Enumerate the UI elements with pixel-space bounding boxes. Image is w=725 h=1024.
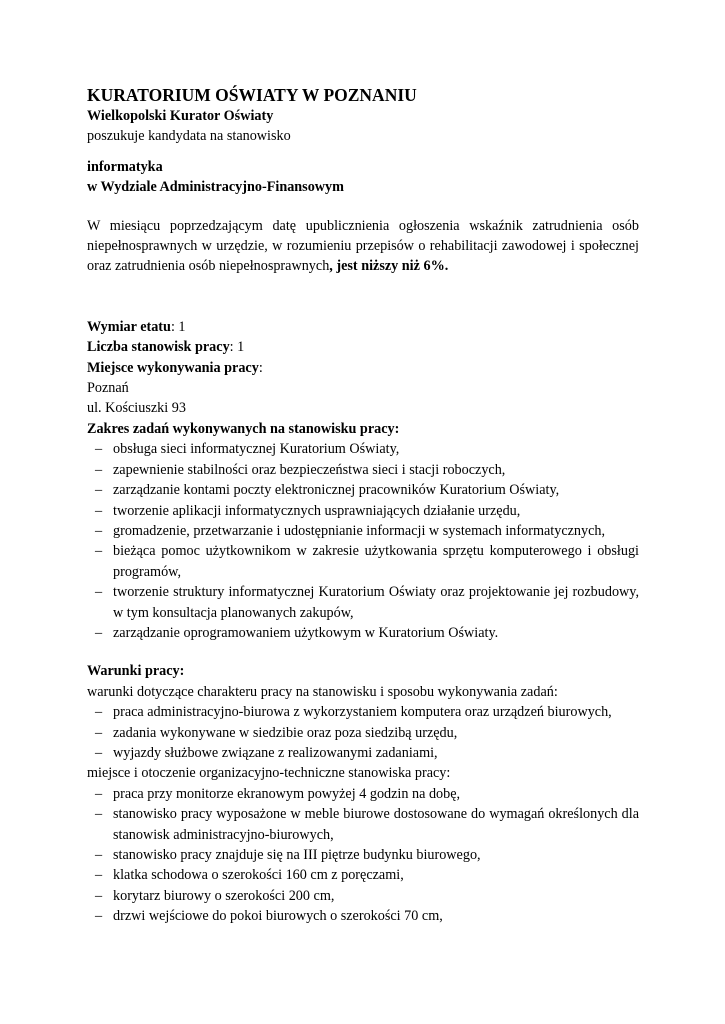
character-intro: warunki dotyczące charakteru pracy na stanowisku i sposobu wykonywania zadań: [87, 683, 558, 700]
list-item: – tworzenie aplikacji informatycznych usprawniających działanie urzędu, [87, 501, 639, 521]
disability-notice-emphasis: , jest niższy niż 6%. [329, 258, 449, 275]
list-item: – tworzenie struktury informatycznej Kuratorium Oświaty oraz projektowanie jej rozbudowy, w tym konsultacja planowanych zakupów, [87, 582, 639, 623]
etat-row [87, 317, 639, 337]
address-city: Poznań [87, 380, 129, 397]
issuer-name: Wielkopolski Kurator Oświaty [87, 108, 274, 124]
position-name: informatyka [87, 158, 163, 175]
list-item: – praca przy monitorze ekranowym powyżej 4 godzin na dobę, [87, 784, 639, 804]
list-item: – wyjazdy służbowe związane z realizowanymi zadaniami, [87, 743, 639, 763]
list-item: – obsługa sieci informatycznej Kuratorium Oświaty, [87, 439, 639, 459]
list-item: – stanowisko pracy znajduje się na III piętrze budynku biurowego, [87, 845, 639, 865]
list-item: – zarządzanie oprogramowaniem użytkowym w Kuratorium Oświaty. [87, 623, 639, 643]
list-item: – zadania wykonywane w siedzibie oraz poza siedzibą urzędu, [87, 723, 639, 743]
environment-list [87, 784, 639, 927]
list-item: – drzwi wejściowe do pokoi biurowych o szerokości 70 cm, [87, 906, 639, 926]
list-item: – korytarz biurowy o szerokości 200 cm, [87, 886, 639, 906]
list-item: – zarządzanie kontami poczty elektronicznej pracowników Kuratorium Oświaty, [87, 480, 639, 500]
list-item: – stanowisko pracy wyposażone w meble biurowe dostosowane do wymagań określonych dla stanowisk administracyjno-biurowych, [87, 804, 639, 845]
list-item: – gromadzenie, przetwarzanie i udostępnianie informacji w systemach informatycznych, [87, 521, 639, 541]
list-item: – klatka schodowa o szerokości 160 cm z poręczami, [87, 865, 639, 885]
tasks-list [87, 439, 639, 643]
stanowiska-value: : 1 [229, 339, 245, 356]
miejsce-label: Miejsce wykonywania pracy [87, 359, 259, 376]
stanowiska-row [87, 337, 639, 357]
miejsce-row [87, 358, 639, 378]
institution-title: KURATORIUM OŚWIATY W POZNANIU [87, 85, 417, 105]
miejsce-value: : [258, 359, 263, 376]
list-item: – bieżąca pomoc użytkownikom w zakresie użytkowania sprzętu komputerowego i obsługi programów, [87, 541, 639, 582]
position-department: w Wydziale Administracyjno-Finansowym [87, 179, 344, 196]
character-list [87, 702, 639, 763]
address-street: ul. Kościuszki 93 [87, 400, 186, 417]
list-item: – zapewnienie stabilności oraz bezpieczeństwa sieci i stacji roboczych, [87, 460, 639, 480]
environment-intro: miejsce i otoczenie organizacyjno-techniczne stanowiska pracy: [87, 765, 451, 782]
intro-line: poszukuje kandydata na stanowisko [87, 128, 291, 145]
disability-notice [87, 216, 639, 277]
tasks-heading: Zakres zadań wykonywanych na stanowisku pracy: [87, 420, 400, 437]
list-item: – praca administracyjno-biurowa z wykorzystaniem komputera oraz urządzeń biurowych, [87, 702, 639, 722]
disability-notice-text: W miesiącu poprzedzającym datę upublicznienia ogłoszenia wskaźnik zatrudnienia osób niepełnosprawnych w urzędzie, w rozumieniu przepisów o rehabilitacji zawodowej i społecznej oraz zatrudnienia osób niepełnosprawnych [87, 217, 639, 275]
document-content [87, 84, 639, 927]
etat-value: : 1 [170, 318, 186, 335]
stanowiska-label: Liczba stanowisk pracy [87, 339, 230, 356]
conditions-heading: Warunki pracy: [87, 663, 185, 680]
etat-label: Wymiar etatu [87, 318, 171, 335]
